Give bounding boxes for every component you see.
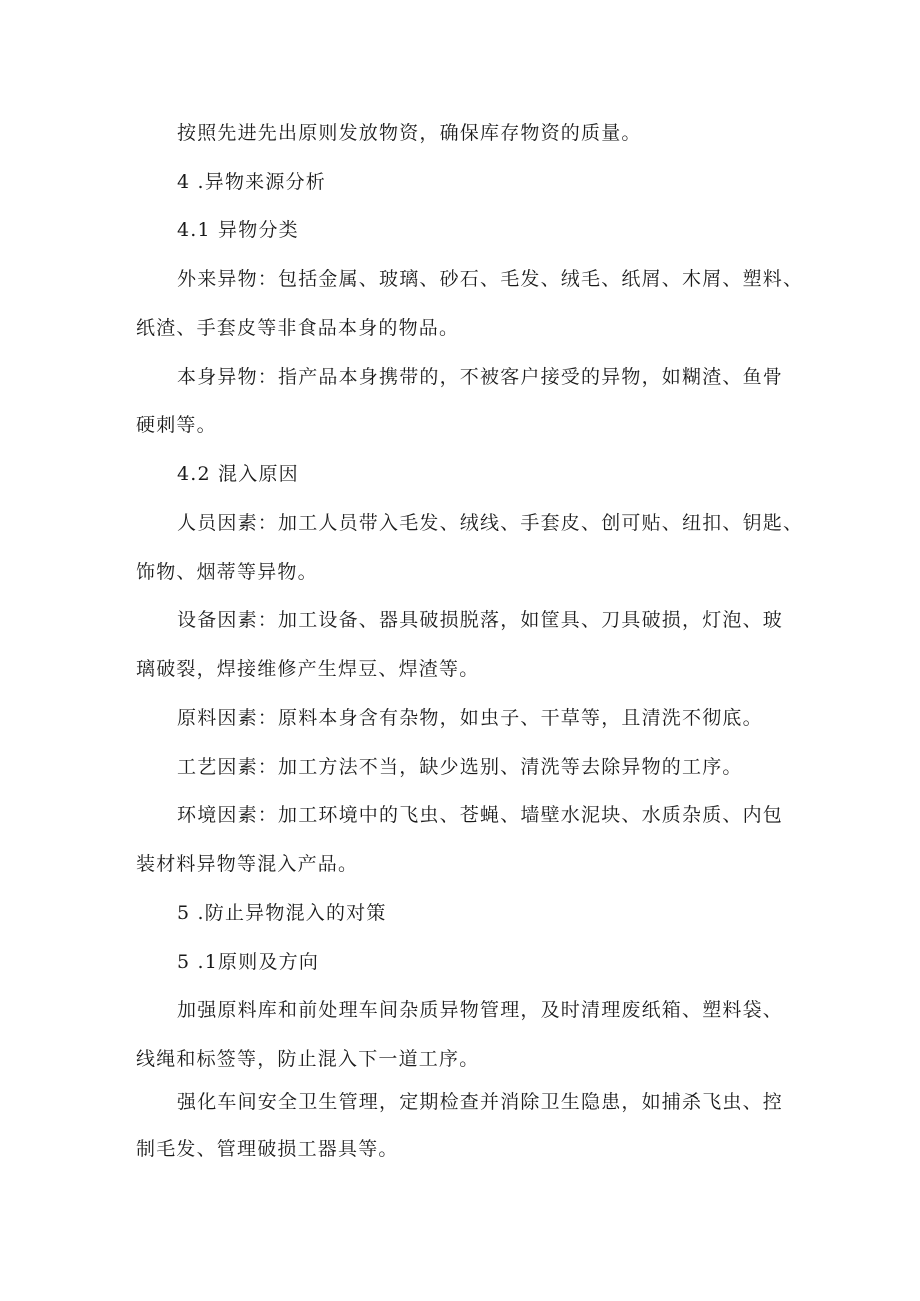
paragraph-line: 璃破裂，焊接维修产生焊豆、焊渣等。 [136,658,480,680]
paragraph-line: 饰物、烟蒂等异物。 [136,561,318,583]
paragraph-line: 工艺因素：加工方法不当，缺少选别、清洗等去除异物的工序。 [177,756,743,778]
paragraph-line: 本身异物：指产品本身携带的，不被客户接受的异物，如糊渣、鱼骨 [177,366,784,388]
subsection-heading: 4.2 混入原因 [177,463,299,485]
subsection-heading: 4.1 异物分类 [177,219,299,241]
paragraph-line: 原料因素：原料本身含有杂物，如虫子、干草等，且清洗不彻底。 [177,707,763,729]
paragraph-line: 制毛发、管理破损工器具等。 [136,1138,399,1160]
paragraph-line: 环境因素：加工环境中的飞虫、苍蝇、墙壁水泥块、水质杂质、内包 [177,804,784,826]
paragraph-line: 强化车间安全卫生管理，定期检查并消除卫生隐患，如捕杀飞虫、控 [177,1091,784,1113]
paragraph-line: 装材料异物等混入产品。 [136,853,359,875]
paragraph-line: 按照先进先出原则发放物资，确保库存物资的质量。 [177,122,642,144]
section-heading: 4 .异物来源分析 [177,171,326,193]
subsection-heading: 5 .1原则及方向 [177,951,320,973]
paragraph-line: 线绳和标签等，防止混入下一道工序。 [136,1048,480,1070]
paragraph-line: 人员因素：加工人员带入毛发、绒线、手套皮、创可贴、纽扣、钥匙、 [177,512,804,534]
paragraph-line: 加强原料库和前处理车间杂质异物管理，及时清理废纸箱、塑料袋、 [177,999,784,1021]
paragraph-line: 纸渣、手套皮等非食品本身的物品。 [136,317,460,339]
paragraph-line: 硬刺等。 [136,414,217,436]
paragraph-line: 设备因素：加工设备、器具破损脱落，如筐具、刀具破损，灯泡、玻 [177,609,784,631]
section-heading: 5 .防止异物混入的对策 [177,902,387,924]
paragraph-line: 外来异物：包括金属、玻璃、砂石、毛发、绒毛、纸屑、木屑、塑料、 [177,268,804,290]
